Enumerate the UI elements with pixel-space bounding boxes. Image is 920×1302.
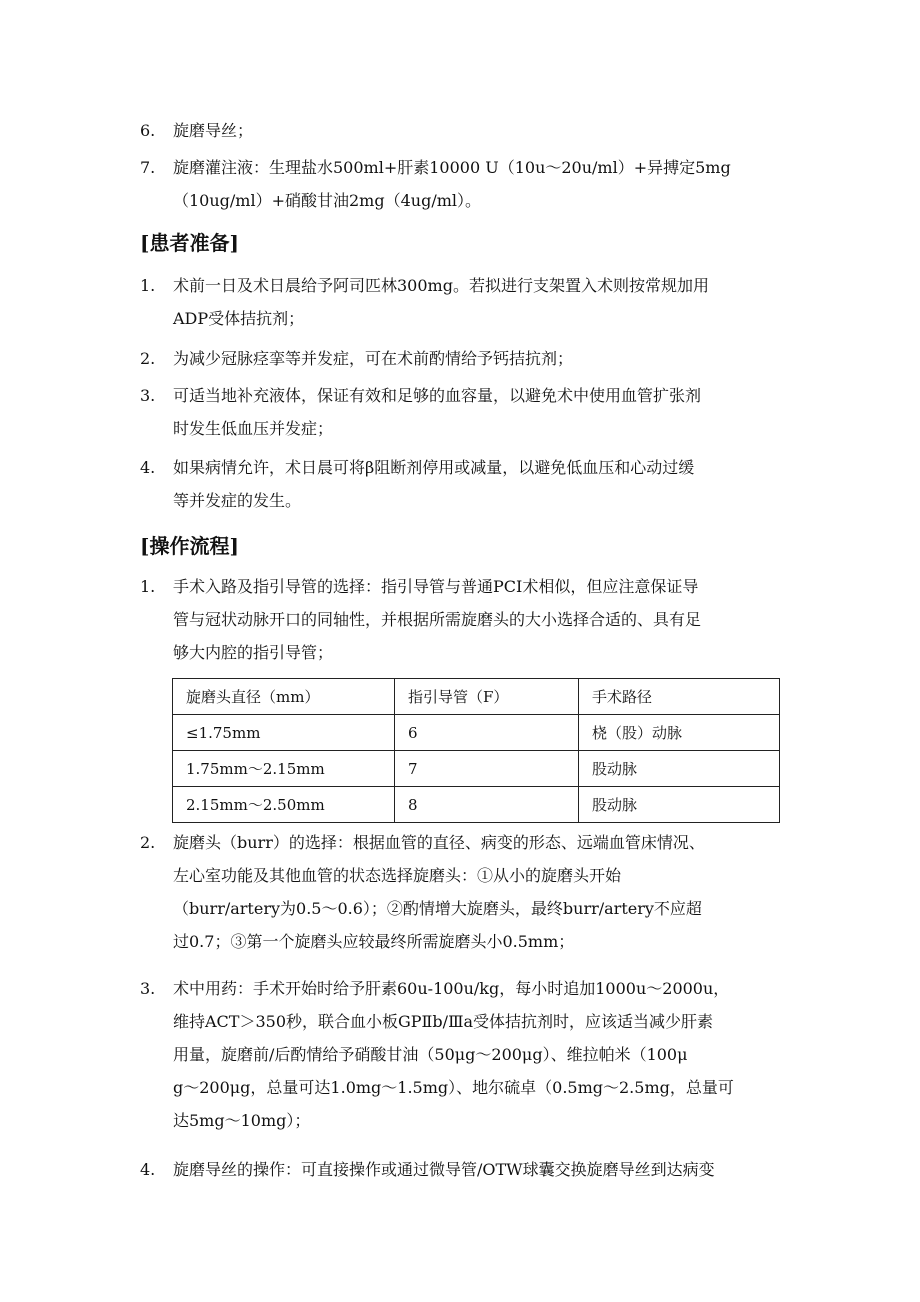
list-text-line: 等并发症的发生。 <box>173 491 302 510</box>
table-row <box>173 715 780 751</box>
table-header-cell: 指引导管（F） <box>395 679 579 715</box>
list-text-line: 旋磨导丝； <box>173 121 254 140</box>
list-number: 7. <box>140 158 156 177</box>
list-text-line: g～200μg，总量可达1.0mg～1.5mg）、地尔硫卓（0.5mg～2.5mg，总量可 <box>173 1078 734 1097</box>
list-text-line: 过0.7；③第一个旋磨头应较最终所需旋磨头小0.5mm； <box>173 932 575 951</box>
list-number: 4. <box>140 458 156 477</box>
list-number: 3. <box>140 979 156 998</box>
table-header-row <box>173 679 780 715</box>
list-number: 6. <box>140 121 156 140</box>
table-header-cell: 手术路径 <box>579 679 780 715</box>
table-cell: 桡（股）动脉 <box>579 715 780 751</box>
table-row <box>173 751 780 787</box>
section-heading-procedure: [操作流程] <box>140 534 239 558</box>
table-cell: 股动脉 <box>579 751 780 787</box>
table-header-cell: 旋磨头直径（mm） <box>173 679 395 715</box>
list-text-line: ADP受体拮抗剂； <box>173 309 305 328</box>
list-text-line: （burr/artery为0.5～0.6）；②酌情增大旋磨头，最终burr/artery不应超 <box>173 899 702 918</box>
list-number: 2. <box>140 349 156 368</box>
list-text-line: 手术入路及指引导管的选择：指引导管与普通PCI术相似，但应注意保证导 <box>173 577 699 596</box>
list-text-line: 够大内腔的指引导管； <box>173 643 334 662</box>
table-cell: 7 <box>395 751 579 787</box>
table-cell: 8 <box>395 787 579 823</box>
table-cell: 股动脉 <box>579 787 780 823</box>
list-number: 1. <box>140 577 156 596</box>
section-heading-patient: [患者准备] <box>140 231 239 255</box>
list-text-line: （10ug/ml）+硝酸甘油2mg（4ug/ml）。 <box>173 191 481 210</box>
list-number: 4. <box>140 1160 156 1179</box>
guide-catheter-table <box>172 678 780 823</box>
table-cell: ≤1.75mm <box>173 715 395 751</box>
list-text-line: 旋磨头（burr）的选择：根据血管的直径、病变的形态、远端血管床情况、 <box>173 833 705 852</box>
list-text-line: 术前一日及术日晨给予阿司匹林300mg。若拟进行支架置入术则按常规加用 <box>173 276 709 295</box>
list-text-line: 旋磨灌注液：生理盐水500ml+肝素10000 U（10u～20u/ml）+异搏定5mg <box>173 158 731 177</box>
list-text-line: 达5mg～10mg）； <box>173 1111 311 1130</box>
table-cell: 1.75mm～2.15mm <box>173 751 395 787</box>
list-text-line: 维持ACT＞350秒，联合血小板GPⅡb/Ⅲa受体拮抗剂时，应该适当减少肝素 <box>173 1012 714 1031</box>
list-text-line: 为减少冠脉痉挛等并发症，可在术前酌情给予钙拮抗剂； <box>173 349 574 368</box>
list-text-line: 管与冠状动脉开口的同轴性，并根据所需旋磨头的大小选择合适的、具有足 <box>173 610 702 629</box>
table-cell: 6 <box>395 715 579 751</box>
list-text-line: 时发生低血压并发症； <box>173 419 334 438</box>
list-text-line: 用量，旋磨前/后酌情给予硝酸甘油（50μg～200μg）、维拉帕米（100μ <box>173 1045 688 1064</box>
list-text-line: 左心室功能及其他血管的状态选择旋磨头：①从小的旋磨头开始 <box>173 866 622 885</box>
list-text-line: 术中用药：手术开始时给予肝素60u-100u/kg，每小时追加1000u～2000u， <box>173 979 730 998</box>
list-text-line: 旋磨导丝的操作：可直接操作或通过微导管/OTW球囊交换旋磨导丝到达病变 <box>173 1160 715 1179</box>
table-row <box>173 787 780 823</box>
list-number: 3. <box>140 386 156 405</box>
list-number: 1. <box>140 276 156 295</box>
table-cell: 2.15mm～2.50mm <box>173 787 395 823</box>
list-text-line: 如果病情允许，术日晨可将β阻断剂停用或减量，以避免低血压和心动过缓 <box>173 458 695 477</box>
list-text-line: 可适当地补充液体，保证有效和足够的血容量，以避免术中使用血管扩张剂 <box>173 386 702 405</box>
list-number: 2. <box>140 833 156 852</box>
